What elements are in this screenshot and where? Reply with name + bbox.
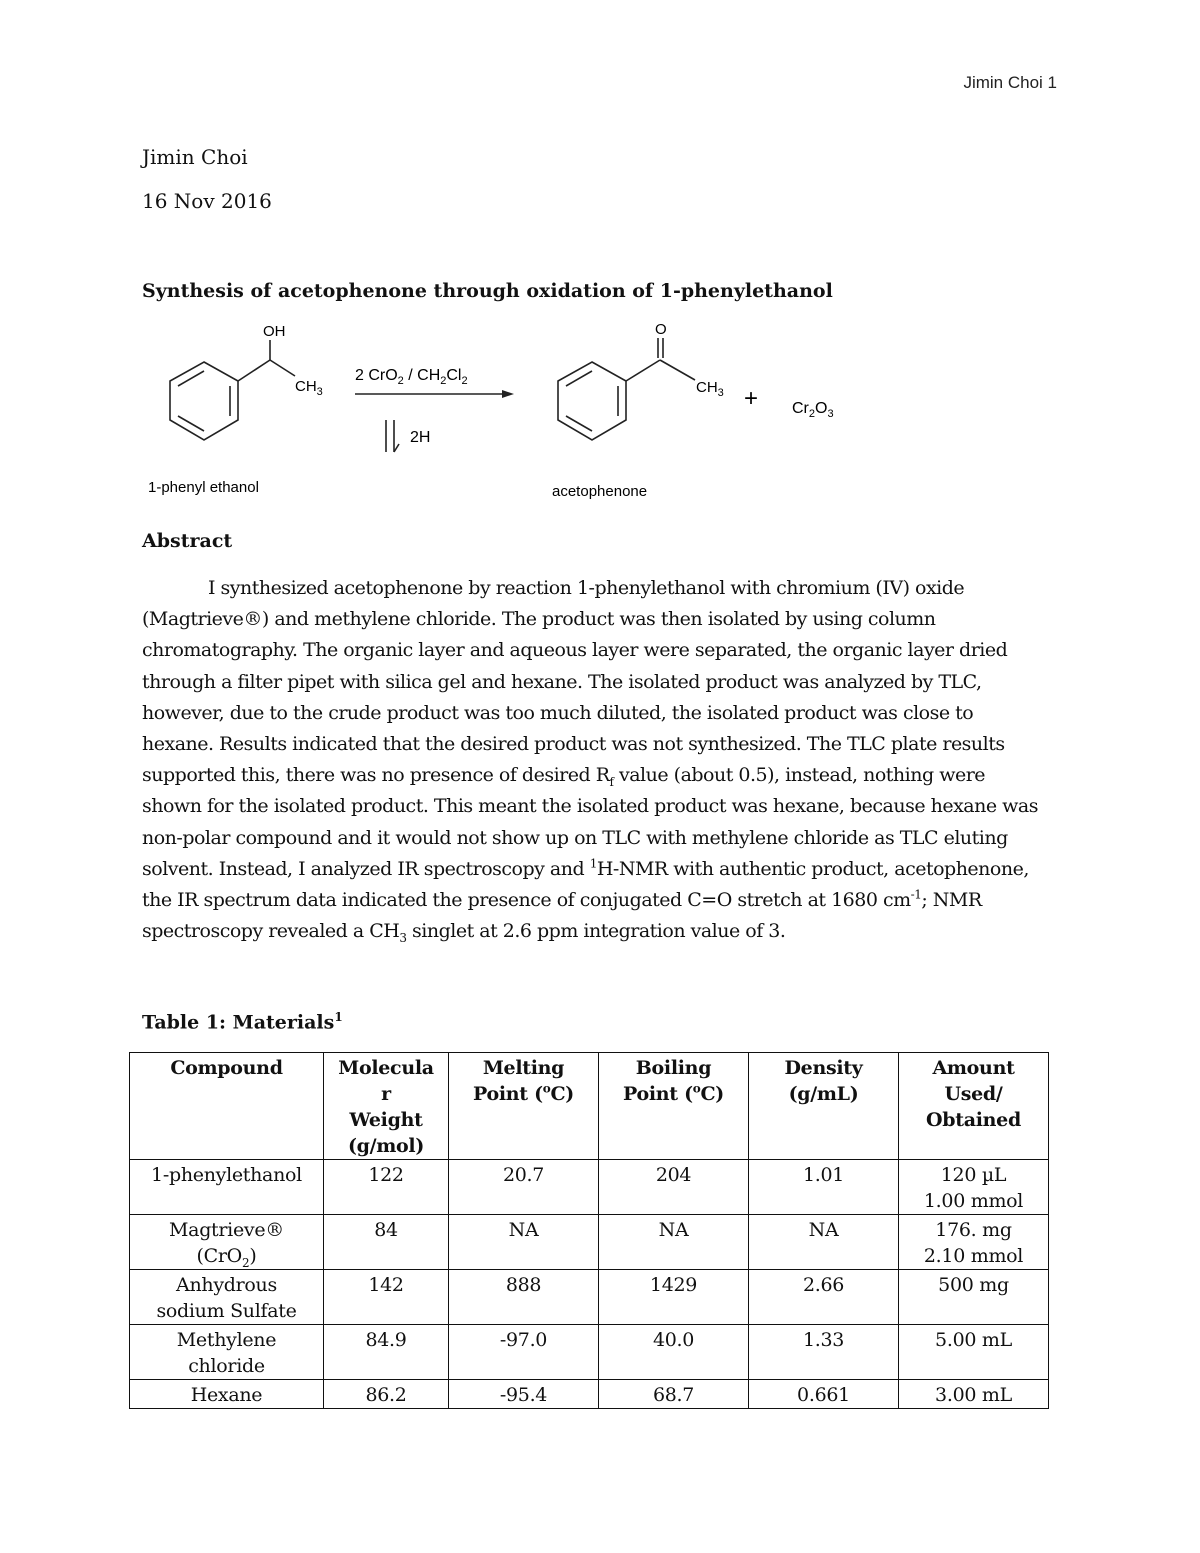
cell-density: 2.66 xyxy=(749,1270,899,1325)
cell-compound: Hexane xyxy=(130,1380,324,1409)
oh-label: OH xyxy=(263,323,286,340)
reagent-label: 2 $CrO_2 / CH_2Cl_2$ xyxy=(355,367,468,387)
report-title: Synthesis of acetophenone through oxidation of 1-phenylethanol xyxy=(142,280,833,302)
cell-amount: 3.00 mL xyxy=(899,1380,1049,1409)
abstract-line: spectroscopy revealed a $CH_3$ singlet at 2.6 ppm integration value of 3. xyxy=(142,920,786,945)
report-date: 16 Nov 2016 xyxy=(142,189,272,213)
product-benzene-ring xyxy=(558,338,695,440)
ch3-label-reactant: $CH_3$ xyxy=(295,378,323,398)
cell-density: NA xyxy=(749,1215,899,1270)
running-head: Jimin Choi 1 xyxy=(963,73,1057,92)
abstract-line: however, due to the crude product was too much diluted, the isolated product was close to xyxy=(142,701,974,724)
cell-density: 1.33 xyxy=(749,1325,899,1380)
cell-molecular-weight: 86.2 xyxy=(324,1380,449,1409)
cell-molecular-weight: 84 xyxy=(324,1215,449,1270)
cell-compound: Methylene chloride xyxy=(130,1325,324,1380)
cell-boiling-point: 40.0 xyxy=(599,1325,749,1380)
cell-melting-point: 20.7 xyxy=(449,1160,599,1215)
abstract-heading: Abstract xyxy=(142,530,233,552)
product-label: acetophenone xyxy=(552,483,648,500)
cell-density: 1.01 xyxy=(749,1160,899,1215)
cell-boiling-point: 1429 xyxy=(599,1270,749,1325)
ch3-label-product: $CH_3$ xyxy=(696,379,724,399)
plus-sign: + xyxy=(744,385,759,412)
hydrogen-loss-arrow xyxy=(386,420,399,452)
abstract-body xyxy=(142,573,1062,947)
abstract-line: the IR spectrum data indicated the presence of conjugated C=O stretch at 1680 $cm^{-1}$; NMR xyxy=(142,887,982,911)
table-row xyxy=(130,1325,1049,1380)
header-molecular-weight: Molecula r Weight (g/mol) xyxy=(324,1053,449,1160)
cell-melting-point: 888 xyxy=(449,1270,599,1325)
cell-molecular-weight: 84.9 xyxy=(324,1325,449,1380)
reaction-scheme xyxy=(130,310,870,510)
cell-melting-point: -97.0 xyxy=(449,1325,599,1380)
table-row xyxy=(130,1160,1049,1215)
cell-boiling-point: NA xyxy=(599,1215,749,1270)
cell-density: 0.661 xyxy=(749,1380,899,1409)
cell-melting-point: -95.4 xyxy=(449,1380,599,1409)
cell-amount: 120 µL 1.00 mmol xyxy=(899,1160,1049,1215)
abstract-line: (Magtrieve®) and methylene chloride. The product was then isolated by using column xyxy=(142,608,936,631)
cell-boiling-point: 204 xyxy=(599,1160,749,1215)
reactant-benzene-ring xyxy=(170,340,295,440)
arrow-head xyxy=(502,390,514,398)
cell-amount: 5.00 mL xyxy=(899,1325,1049,1380)
table-row xyxy=(130,1270,1049,1325)
cell-amount: 176. mg 2.10 mmol xyxy=(899,1215,1049,1270)
cell-molecular-weight: 142 xyxy=(324,1270,449,1325)
header-density: Density (g/mL) xyxy=(749,1053,899,1160)
author-name: Jimin Choi xyxy=(142,145,248,169)
abstract-line: through a filter pipet with silica gel and hexane. The isolated product was analyzed by TLC, xyxy=(142,670,982,693)
header-boiling-point: Boiling Point ($^o$C) xyxy=(599,1053,749,1160)
cell-compound: 1-phenylethanol xyxy=(130,1160,324,1215)
table-header-row xyxy=(130,1053,1049,1160)
abstract-line: I synthesized acetophenone by reaction 1-phenylethanol with chromium (IV) oxide xyxy=(208,577,965,599)
header-melting-point: Melting Point ($^o$C) xyxy=(449,1053,599,1160)
header-amount: Amount Used/ Obtained xyxy=(899,1053,1049,1160)
reactant-label: 1-phenyl ethanol xyxy=(148,479,259,496)
header-compound: Compound xyxy=(130,1053,324,1160)
o-label: O xyxy=(655,321,667,338)
abstract-line: chromatography. The organic layer and aqueous layer were separated, the organic layer dried xyxy=(142,639,1008,662)
cell-boiling-point: 68.7 xyxy=(599,1380,749,1409)
abstract-line: hexane. Results indicated that the desired product was not synthesized. The TLC plate results xyxy=(142,732,1005,755)
abstract-line: shown for the isolated product. This meant the isolated product was hexane, because hexane was xyxy=(142,795,1038,818)
table-row xyxy=(130,1380,1049,1409)
table-caption: Table 1: Materials$^1$ xyxy=(142,1010,343,1034)
hydrogen-label: 2H xyxy=(410,429,431,446)
abstract-line: solvent. Instead, I analyzed IR spectroscopy and $^1$H-NMR with authentic product, acetophenone, xyxy=(142,856,1029,880)
cell-melting-point: NA xyxy=(449,1215,599,1270)
materials-table xyxy=(129,1052,1049,1409)
cell-compound: Anhydrous sodium Sulfate xyxy=(130,1270,324,1325)
abstract-line: non-polar compound and it would not show up on TLC with methylene chloride as TLC eluting xyxy=(142,826,1008,849)
cell-molecular-weight: 122 xyxy=(324,1160,449,1215)
chromium-oxide-label: $Cr_2O_3$ xyxy=(792,400,834,420)
cell-amount: 500 mg xyxy=(899,1270,1049,1325)
table-row xyxy=(130,1215,1049,1270)
abstract-line: supported this, there was no presence of desired $R_f$ value (about 0.5), instead, nothing were xyxy=(142,764,986,789)
cell-compound: Magtrieve® (CrO$_2$) xyxy=(130,1215,324,1270)
